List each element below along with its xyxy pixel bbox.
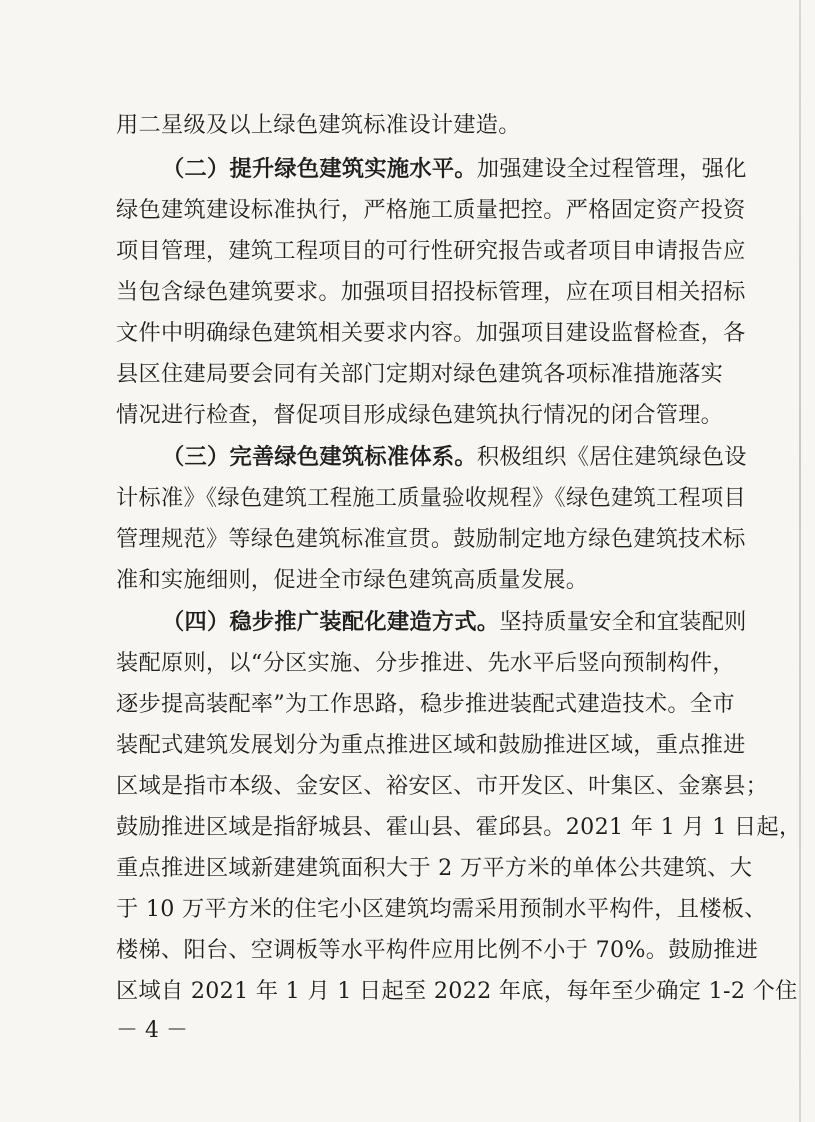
text-line: 装配原则，以“分区实施、分步推进、先水平后竖向预制构件， — [116, 650, 735, 676]
section-heading: （四）稳步推广装配化建造方式。 — [162, 609, 500, 635]
paragraph-heading-line: （四）稳步推广装配化建造方式。坚持质量安全和宜装配则 — [162, 609, 747, 635]
text-line: 楼梯、阳台、空调板等水平构件应用比例不小于 70%。鼓励推进 — [116, 937, 759, 963]
text-line: 鼓励推进区域是指舒城县、霍山县、霍邱县。2021 年 1 月 1 日起， — [116, 814, 802, 840]
scan-edge-line — [799, 0, 801, 1122]
paragraph-heading-line: （三）完善绿色建筑标准体系。积极组织《居住建筑绿色设 — [162, 444, 747, 470]
page-number: － 4 － — [116, 1018, 188, 1043]
text-line: 管理规范》等绿色建筑标准宣贯。鼓励制定地方绿色建筑技术标 — [116, 526, 746, 552]
text-line: 项目管理，建筑工程项目的可行性研究报告或者项目申请报告应 — [116, 238, 746, 264]
section-heading: （二）提升绿色建筑实施水平。 — [162, 156, 477, 182]
text-line: 文件中明确绿色建筑相关要求内容。加强项目建设监督检查，各 — [116, 320, 746, 346]
text-line: 准和实施细则，促进全市绿色建筑高质量发展。 — [116, 567, 589, 593]
text-line: 重点推进区域新建建筑面积大于 2 万平方米的单体公共建筑、大 — [116, 855, 753, 881]
paragraph-heading-line: （二）提升绿色建筑实施水平。加强建设全过程管理，强化 — [162, 156, 747, 182]
text-line: 区域自 2021 年 1 月 1 日起至 2022 年底，每年至少确定 1-2 个住 — [116, 978, 798, 1004]
text-line: 区域是指市本级、金安区、裕安区、市开发区、叶集区、金寨县； — [116, 773, 769, 799]
text-line: 用二星级及以上绿色建筑标准设计建造。 — [116, 112, 521, 138]
text-line: 绿色建筑建设标准执行，严格施工质量把控。严格固定资产投资 — [116, 197, 746, 223]
text-line: 装配式建筑发展划分为重点推进区域和鼓励推进区域，重点推进 — [116, 732, 746, 758]
text-line: 当包含绿色建筑要求。加强项目招投标管理，应在项目相关招标 — [116, 279, 746, 305]
text-line: 县区住建局要会同有关部门定期对绿色建筑各项标准措施落实 — [116, 361, 724, 387]
text-line: 逐步提高装配率”为工作思路，稳步推进装配式建造技术。全市 — [116, 691, 735, 717]
text-line: 计标准》《绿色建筑工程施工质量验收规程》《绿色建筑工程项目 — [116, 485, 746, 511]
text-line: 于 10 万平方米的住宅小区建筑均需采用预制水平构件，且楼板、 — [116, 896, 767, 922]
section-heading: （三）完善绿色建筑标准体系。 — [162, 444, 477, 470]
text-line: 情况进行检查，督促项目形成绿色建筑执行情况的闭合管理。 — [116, 402, 724, 428]
